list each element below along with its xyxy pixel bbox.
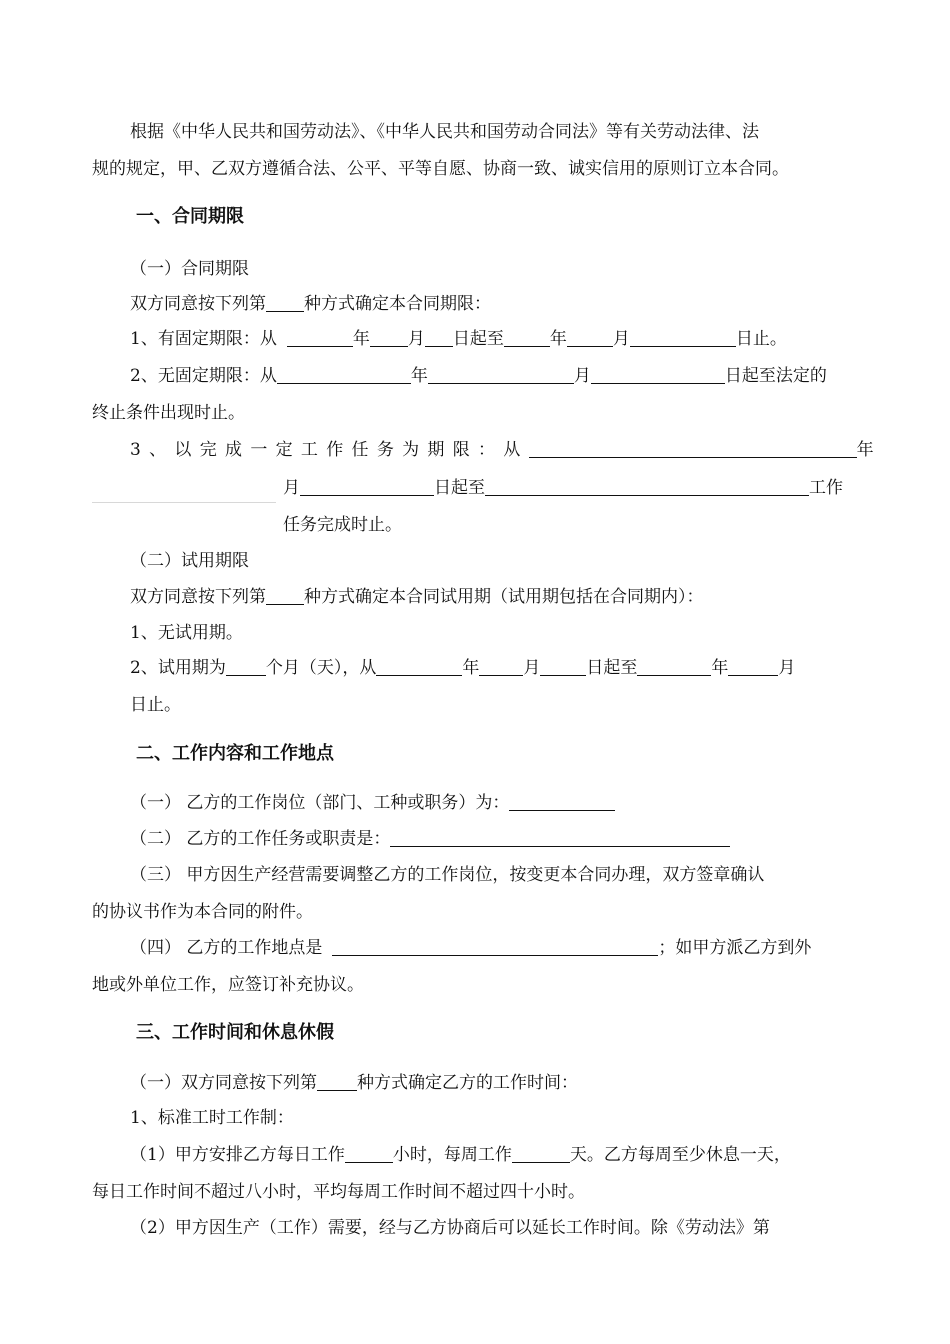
weekly-days-blank[interactable] bbox=[512, 1145, 570, 1163]
s2-item-2 bbox=[130, 827, 730, 851]
o1-day-blank[interactable] bbox=[425, 329, 453, 347]
o3-end-blank[interactable] bbox=[485, 478, 809, 496]
o1-year: 年 bbox=[352, 329, 370, 349]
s1-intro bbox=[130, 292, 491, 316]
o3-year-blank[interactable] bbox=[529, 440, 857, 458]
o2-month-blank[interactable] bbox=[428, 366, 574, 384]
s2-i4-a: （四） 乙方的工作地点是 bbox=[130, 938, 323, 958]
probation-option-2-line-2: 日止。 bbox=[130, 695, 181, 715]
preamble-text-1: 根据《中华人民共和国劳动法》、《中华人民共和国劳动合同法》等有关劳动法律、法 bbox=[130, 122, 759, 142]
o1-end-year: 年 bbox=[549, 329, 567, 349]
s2-item-3-line-2: 的协议书作为本合同的附件。 bbox=[92, 902, 313, 922]
probation-option-blank[interactable] bbox=[266, 587, 304, 605]
s3-p1-c: 天。乙方每周至少休息一天， bbox=[569, 1145, 791, 1165]
p-intro-b: 种方式确定本合同试用期（试用期包括在合同期内）： bbox=[304, 587, 704, 607]
probation-intro bbox=[130, 585, 704, 609]
s3-para-2: （2）甲方因生产（工作）需要，经与乙方协商后可以延长工作时间。除《劳动法》第 bbox=[130, 1218, 770, 1238]
p2-day-blank[interactable] bbox=[540, 658, 586, 676]
job-duty-blank[interactable] bbox=[390, 829, 730, 847]
s1-sub1: （一）合同期限 bbox=[130, 259, 249, 279]
p2-months-blank[interactable] bbox=[226, 658, 266, 676]
s3-para-1-line-2: 每日工作时间不超过八小时，平均每周工作时间不超过四十小时。 bbox=[92, 1182, 585, 1202]
p2-end-year-blank[interactable] bbox=[637, 658, 711, 676]
o1-end-month: 月 bbox=[612, 329, 630, 349]
p2-end-month-blank[interactable] bbox=[728, 658, 778, 676]
o3-label: 3、以完成一定工作任务为期限：从 bbox=[130, 440, 529, 460]
hours-option-blank[interactable] bbox=[317, 1073, 357, 1091]
s1-intro-a: 双方同意按下列第 bbox=[130, 294, 266, 314]
s3-i1-b: 种方式确定乙方的工作时间： bbox=[357, 1073, 578, 1093]
o3-month: 月 bbox=[283, 478, 300, 498]
s1-intro-b: 种方式确定本合同期限： bbox=[304, 294, 491, 314]
o3-work: 工作 bbox=[809, 478, 843, 498]
o2-label: 2、无固定期限：从 bbox=[130, 366, 277, 386]
s1-option-3 bbox=[130, 438, 874, 462]
faint-divider bbox=[92, 502, 276, 503]
p2-year-blank[interactable] bbox=[376, 658, 462, 676]
o2-year-blank[interactable] bbox=[277, 366, 411, 384]
s2-item-3: （三） 甲方因生产经营需要调整乙方的工作岗位，按变更本合同办理，双方签章确认 bbox=[130, 865, 765, 885]
p2-month-blank[interactable] bbox=[479, 658, 523, 676]
o1-end: 日止。 bbox=[735, 329, 787, 349]
s1-sub2: （二）试用期限 bbox=[130, 551, 249, 571]
preamble-line-1 bbox=[130, 120, 759, 144]
preamble-text-2: 规的规定，甲、乙双方遵循合法、公平、平等自愿、协商一致、诚实信用的原则订立本合同。 bbox=[92, 159, 789, 179]
s1-option-1 bbox=[130, 327, 787, 351]
section-2-title: 二、工作内容和工作地点 bbox=[136, 743, 334, 764]
s3-p1-a: （1）甲方安排乙方每日工作 bbox=[130, 1145, 345, 1165]
probation-option-2 bbox=[130, 656, 795, 680]
job-position-blank[interactable] bbox=[509, 793, 615, 811]
section-1-title: 一、合同期限 bbox=[136, 206, 244, 227]
o2-year: 年 bbox=[410, 366, 428, 386]
o1-end-year-blank[interactable] bbox=[504, 329, 550, 347]
option-number-blank[interactable] bbox=[266, 294, 304, 312]
o2-from: 日起至法定的 bbox=[724, 366, 827, 386]
s3-item-1 bbox=[130, 1071, 578, 1095]
o3-from: 日起至 bbox=[434, 478, 485, 498]
p2-year: 年 bbox=[462, 658, 480, 678]
o2-month: 月 bbox=[573, 366, 591, 386]
section-3-title: 三、工作时间和休息休假 bbox=[136, 1022, 334, 1043]
s2-item-4-line-2: 地或外单位工作，应签订补充协议。 bbox=[92, 975, 364, 995]
o1-month-blank[interactable] bbox=[370, 329, 408, 347]
s2-i4-b: ；如甲方派乙方到外 bbox=[658, 938, 812, 958]
p-intro-a: 双方同意按下列第 bbox=[130, 587, 266, 607]
s3-p1-b: 小时，每周工作 bbox=[392, 1145, 512, 1165]
o1-label: 1、有固定期限：从 bbox=[130, 329, 277, 349]
p2-to: 日起至 bbox=[586, 658, 638, 678]
s2-item-1 bbox=[130, 791, 615, 815]
p2-end-year: 年 bbox=[711, 658, 729, 678]
o1-year-blank[interactable] bbox=[287, 329, 353, 347]
o1-end-day-blank[interactable] bbox=[630, 329, 736, 347]
p2-label: 2、试用期为 bbox=[130, 658, 226, 678]
p2-from: 个月（天），从 bbox=[265, 658, 377, 678]
s3-i1-a: （一）双方同意按下列第 bbox=[130, 1073, 317, 1093]
p2-end-month: 月 bbox=[778, 658, 796, 678]
o1-end-month-blank[interactable] bbox=[567, 329, 613, 347]
s2-i1-text: （一） 乙方的工作岗位（部门、工种或职务）为： bbox=[130, 793, 510, 813]
s2-item-4 bbox=[130, 936, 811, 960]
daily-hours-blank[interactable] bbox=[345, 1145, 393, 1163]
s3-standard-hours: 1、标准工时工作制： bbox=[130, 1108, 294, 1128]
probation-option-1: 1、无试用期。 bbox=[130, 623, 243, 643]
s1-option-2-line-2: 终止条件出现时止。 bbox=[92, 403, 245, 423]
s1-option-2 bbox=[130, 364, 827, 388]
o1-from: 日起至 bbox=[452, 329, 504, 349]
work-location-blank[interactable] bbox=[332, 938, 658, 956]
p2-month: 月 bbox=[523, 658, 541, 678]
preamble-line-2 bbox=[92, 157, 789, 181]
o1-month: 月 bbox=[407, 329, 425, 349]
o3-month-blank[interactable] bbox=[300, 478, 434, 496]
s2-i2-text: （二） 乙方的工作任务或职责是： bbox=[130, 829, 391, 849]
s1-option-3-line-2 bbox=[283, 476, 843, 500]
s3-para-1 bbox=[130, 1143, 791, 1167]
o2-day-blank[interactable] bbox=[591, 366, 725, 384]
o3-year: 年 bbox=[856, 440, 874, 460]
s1-option-3-line-3: 任务完成时止。 bbox=[283, 515, 402, 535]
